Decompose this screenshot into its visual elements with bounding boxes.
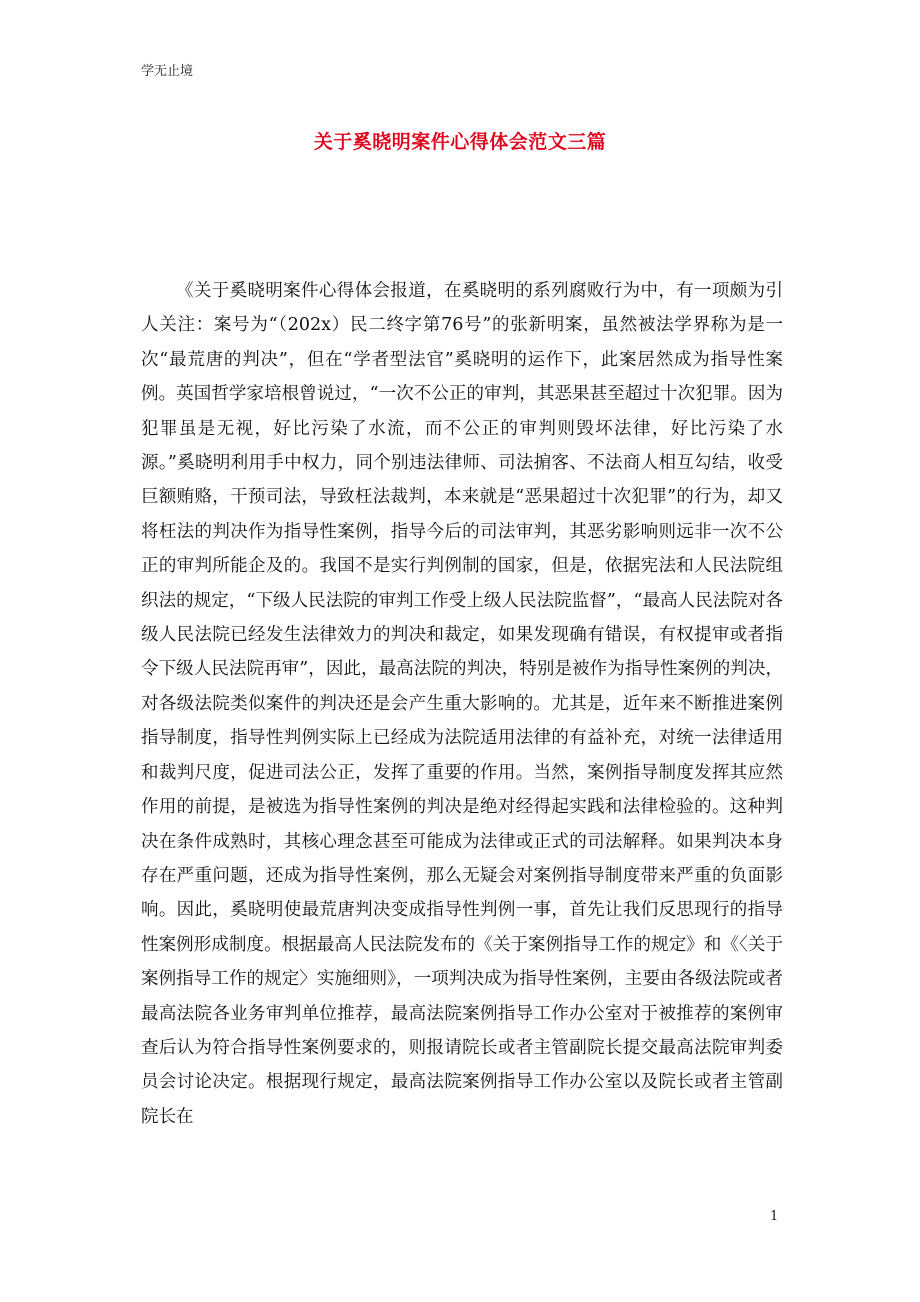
page-header: 学无止境: [141, 64, 194, 79]
page-number: 1: [770, 1209, 779, 1224]
document-title: 关于奚晓明案件心得体会范文三篇: [313, 131, 607, 153]
body-paragraph: 《关于奚晓明案件心得体会报道，在奚晓明的系列腐败行为中，有一项颇为引人关注：案号为“（202x）民二终字第76号”的张新明案，虽然被法学界称为是一次“最荒唐的判决”，但在“学者型法官”奚晓明的运作下，此案居然成为指导性案例。英国哲学家培根曾说过，“一次不公正的审判，其恶果甚至超过十次犯罪。因为犯罪虽是无视，好比污染了水流，而不公正的审判则毁坏法律，好比污染了水源。”奚晓明利用手中权力，同个别违法律师、司法掮客、不法商人相互勾结，收受巨额贿赂，干预司法，导致枉法裁判，本来就是“恶果超过十次犯罪”的行为，却又将枉法的判决作为指导性案例，指导今后的司法审判，其恶劣影响则远非一次不公正的审判所能企及的。我国不是实行判例制的国家，但是，依据宪法和人民法院组织法的规定，“下级人民法院的审判工作受上级人民法院监督”，“最高人民法院对各级人民法院已经发生法律效力的判决和裁定，如果发现确有错误，有权提审或者指令下级人民法院再审”，因此，最高法院的判决，特别是被作为指导性案例的判决，对各级法院类似案件的判决还是会产生重大影响的。尤其是，近年来不断推进案例指导制度，指导性判例实际上已经成为法院适用法律的有益补充，对统一法律适用和裁判尺度，促进司法公正，发挥了重要的作用。当然，案例指导制度发挥其应然作用的前提，是被选为指导性案例的判决是绝对经得起实践和法律检验的。这种判决在条件成熟时，其核心理念甚至可能成为法律或正式的司法解释。如果判决本身存在严重问题，还成为指导性案例，那么无疑会对案例指导制度带来严重的负面影响。因此，奚晓明使最荒唐判决变成指导性判例一事，首先让我们反思现行的指导性案例形成制度。根据最高人民法院发布的《关于案例指导工作的规定》和《〈关于案例指导工作的规定〉实施细则》，一项判决成为指导性案例，主要由各级法院或者最高法院各业务审判单位推荐，最高法院案例指导工作办公室对于被推荐的案例审查后认为符合指导性案例要求的，则报请院长或者主管副院长提交最高法院审判委员会讨论决定。根据现行规定，最高法院案例指导工作办公室以及院长或者主管副院长在: [141, 281, 783, 1127]
